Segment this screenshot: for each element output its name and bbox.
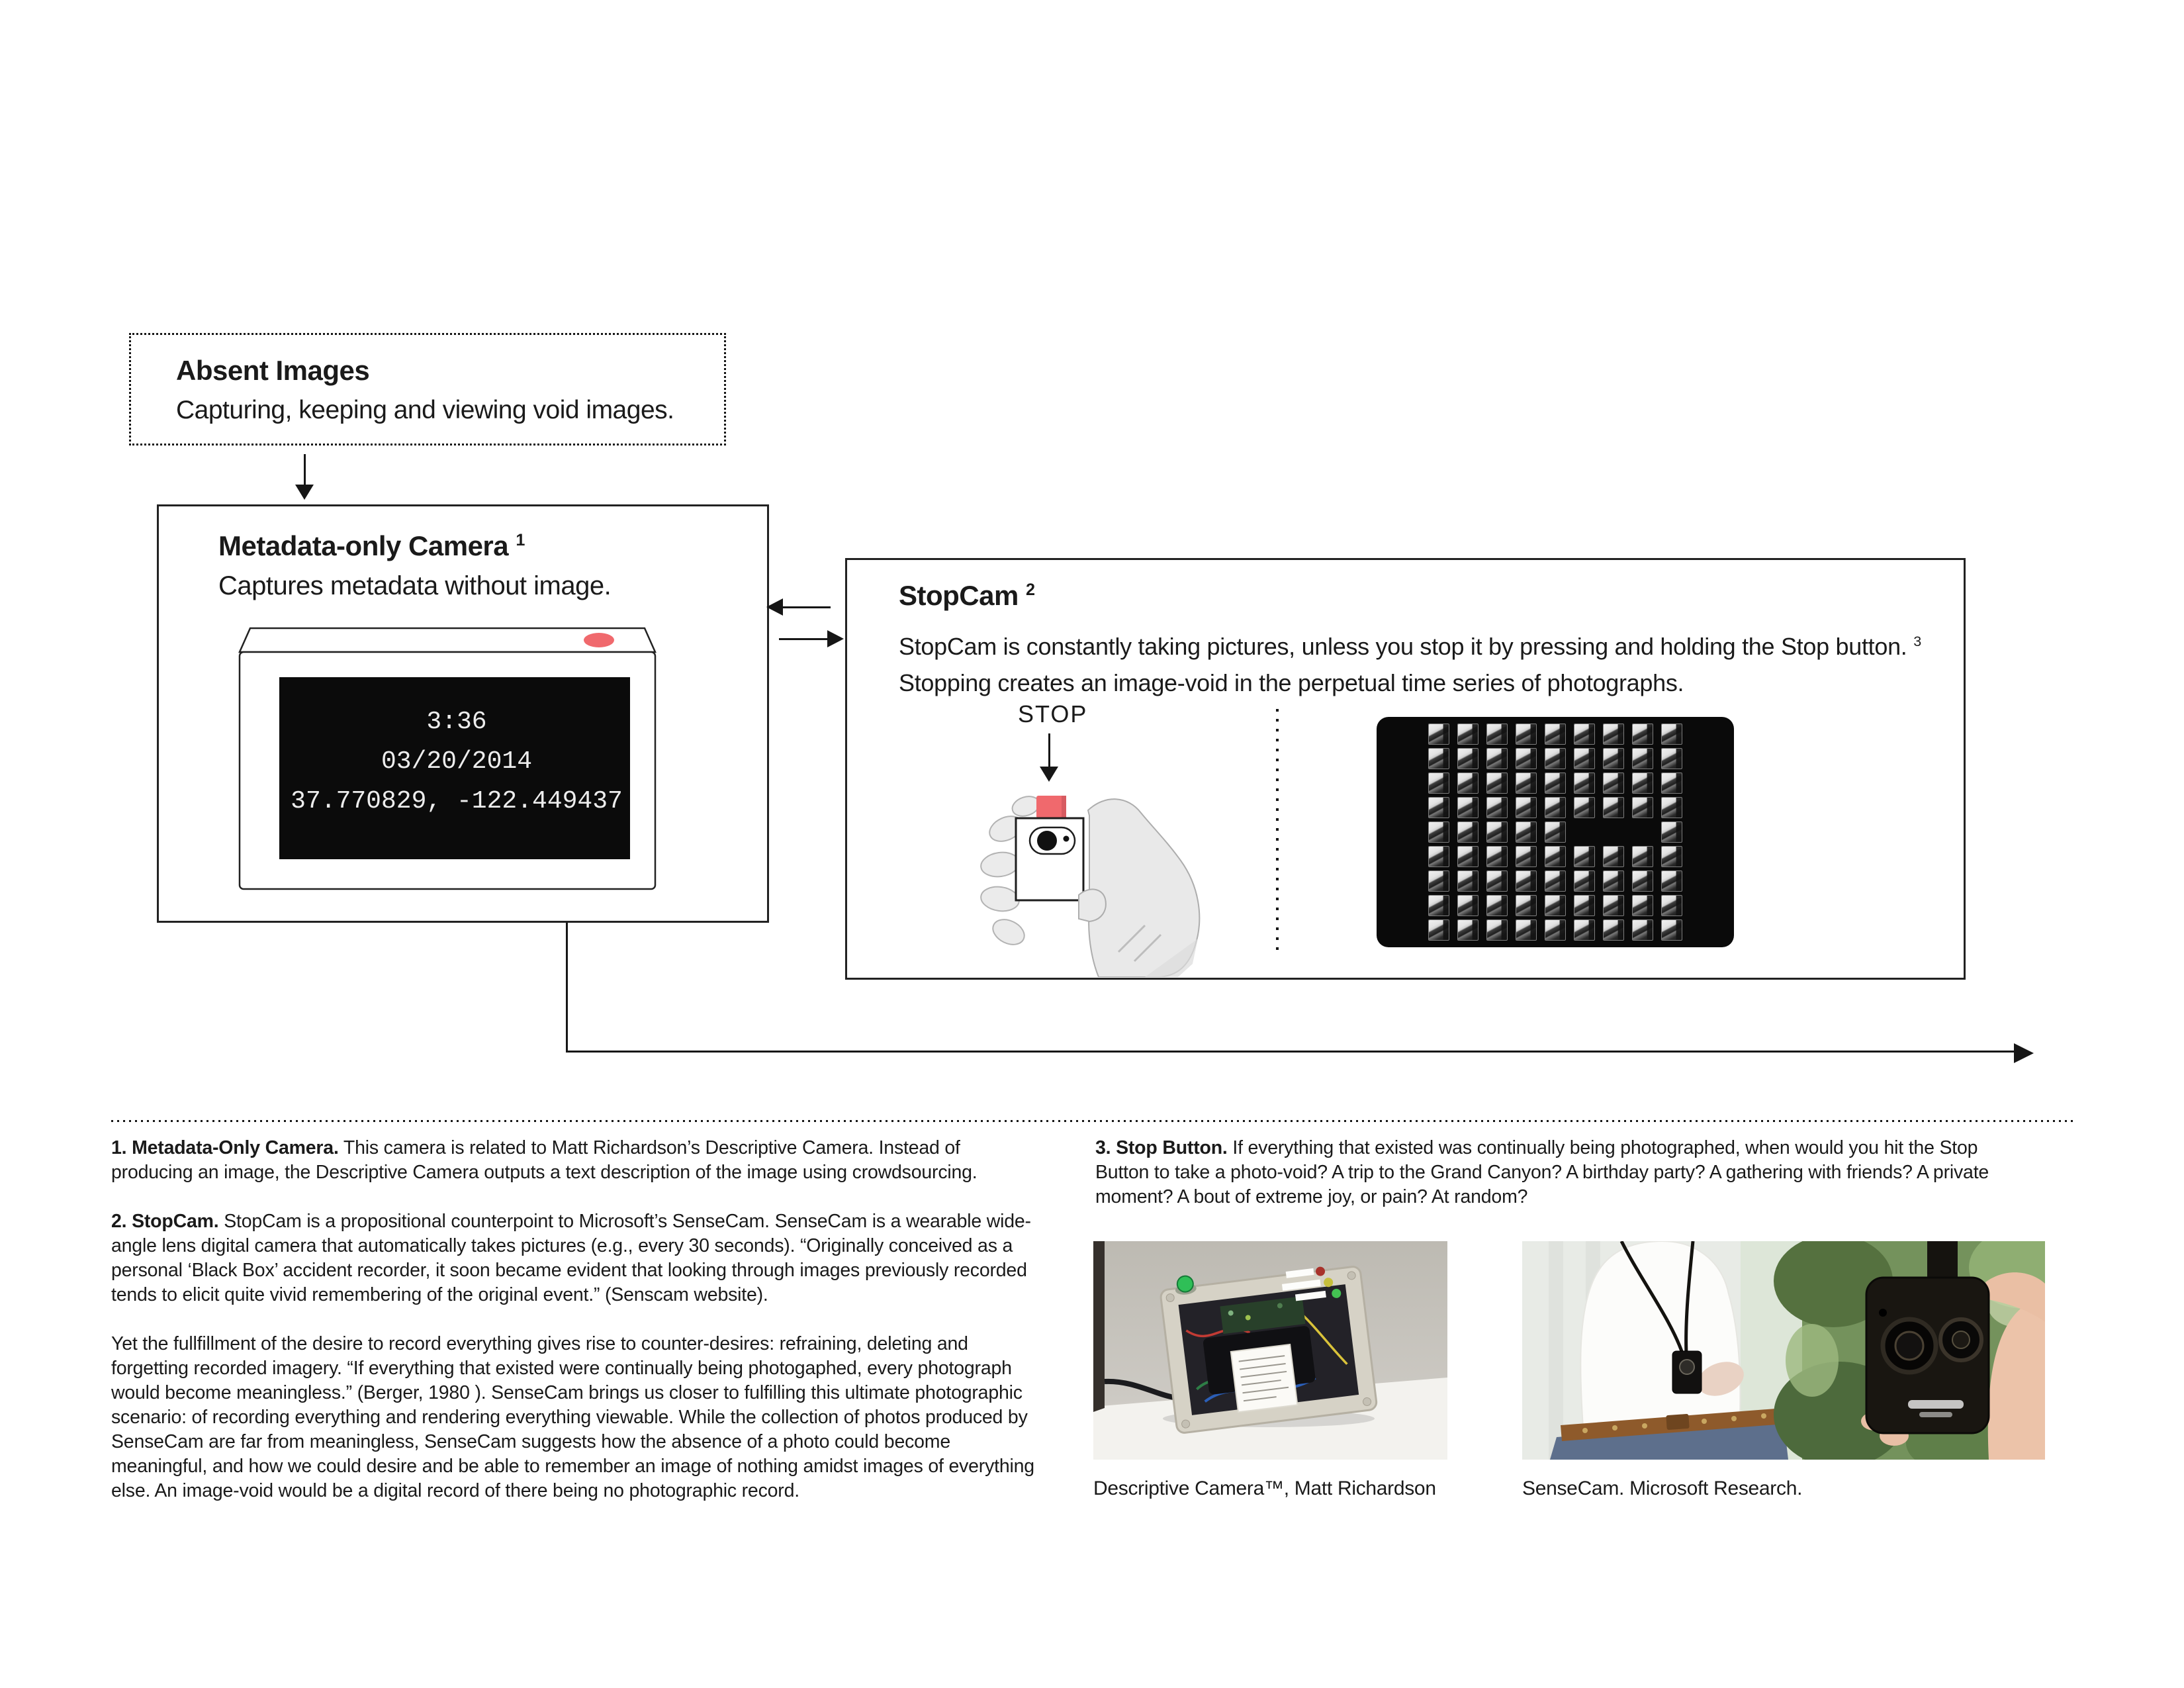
photo-thumbnail	[1545, 896, 1565, 915]
connector-horizontal-line	[566, 1051, 2015, 1053]
photo-thumbnail	[1545, 920, 1565, 940]
photo-thumbnail	[1545, 847, 1565, 867]
photo-thumbnail	[1633, 920, 1653, 940]
absent-images-box	[129, 333, 726, 445]
footnote-separator	[111, 1120, 2073, 1122]
sensecam-closeup-photo	[1774, 1241, 2045, 1460]
photo-thumbnail	[1662, 749, 1682, 769]
photo-thumbnail	[1604, 896, 1623, 915]
photo-thumbnail	[1458, 749, 1478, 769]
footnote-2-continued	[111, 1332, 1043, 1503]
photo-thumbnail	[1545, 773, 1565, 793]
arrow-right-line	[779, 638, 829, 640]
photo-thumbnail	[1662, 871, 1682, 891]
photo-thumbnail	[1633, 749, 1653, 769]
footnote-1	[111, 1136, 1043, 1185]
stopcam-description-part1: StopCam is constantly taking pictures, unless you stop it by pressing and holding the Stop button.	[899, 633, 1907, 660]
arrow-left-line	[781, 606, 831, 608]
photo-thumbnail	[1458, 822, 1478, 842]
photo-thumbnail	[1574, 847, 1594, 867]
photo-thumbnail	[1458, 847, 1478, 867]
arrow-left-icon	[766, 598, 783, 616]
footnote-3-body: If everything that existed was continually being photographed, when would you hit the Stop Button to take a photo-void? A trip to the Grand Canyon? A birthday party? A gathering with friends? A private moment? A bout of extreme joy, or pain? At random?	[1095, 1137, 1989, 1207]
photo-thumbnail	[1487, 847, 1507, 867]
photo-thumbnail	[1604, 871, 1623, 891]
stopcam-title-text: StopCam	[899, 580, 1019, 611]
photo-thumbnail	[1604, 920, 1623, 940]
photo-thumbnail	[1429, 896, 1449, 915]
photo-thumbnail	[1487, 798, 1507, 818]
metadata-camera-box	[157, 504, 769, 923]
photo-thumbnail	[1574, 798, 1594, 818]
dotted-divider-vertical	[1276, 709, 1279, 955]
photo-thumbnail	[1633, 847, 1653, 867]
stopcam-box	[845, 558, 1966, 980]
photo-thumbnail	[1574, 724, 1594, 744]
stop-label: STOP	[1018, 700, 1088, 727]
photo-thumbnail	[1545, 871, 1565, 891]
photo-thumbnail	[1458, 724, 1478, 744]
photo-thumbnail	[1429, 871, 1449, 891]
stopcam-description-part2: Stopping creates an image-void in the perpetual time series of photographs.	[899, 669, 1684, 696]
photo-thumbnail	[1574, 773, 1594, 793]
screen-time: 3:36	[426, 708, 487, 736]
photo-thumbnail	[1458, 920, 1478, 940]
stop-arrow-icon	[1040, 767, 1058, 782]
photo-thumbnail	[1487, 920, 1507, 940]
photo-thumbnail	[1633, 724, 1653, 744]
photo-thumbnail	[1487, 896, 1507, 915]
photo-thumbnail	[1604, 724, 1623, 744]
photo-thumbnail	[1662, 920, 1682, 940]
photo-thumbnail	[1574, 920, 1594, 940]
hand-holding-stopcam-illustration	[979, 786, 1218, 977]
metadata-box-subtitle: Captures metadata without image.	[218, 571, 612, 600]
screen-coordinates: 37.770829, -122.449437	[291, 787, 623, 816]
flow-arrow-icon	[2014, 1043, 2034, 1063]
metadata-box-title	[218, 530, 525, 562]
stopcam-box-title	[899, 580, 1035, 612]
screen-date: 03/20/2014	[381, 747, 533, 776]
photo-thumbnail	[1458, 896, 1478, 915]
sensecam-photo	[1522, 1241, 2045, 1460]
photo-thumbnail	[1545, 749, 1565, 769]
photo-thumbnail	[1604, 798, 1623, 818]
photo-series-panel	[1377, 717, 1734, 947]
photo-thumbnail	[1516, 724, 1536, 744]
photo-thumbnail	[1516, 847, 1536, 867]
photo-thumbnail	[1633, 773, 1653, 793]
stopcam-lens-icon	[1037, 831, 1057, 851]
photo-thumbnail	[1516, 920, 1536, 940]
photo-thumbnail	[1429, 847, 1449, 867]
page-title: Absent Images	[176, 355, 370, 386]
photo-thumbnail	[1662, 896, 1682, 915]
photo-thumbnail	[1516, 822, 1536, 842]
photo-thumbnail	[1516, 896, 1536, 915]
photo-thumbnail	[1487, 724, 1507, 744]
connector-vertical-line	[566, 923, 568, 1053]
photo-thumbnail	[1429, 773, 1449, 793]
photo-thumbnail	[1633, 871, 1653, 891]
photo-thumbnail	[1545, 798, 1565, 818]
photo-thumbnail	[1487, 749, 1507, 769]
stop-button-icon	[1036, 796, 1066, 818]
stopcam-description	[899, 623, 1934, 701]
photo-thumbnail	[1574, 896, 1594, 915]
page-subtitle: Capturing, keeping and viewing void images.	[176, 396, 674, 424]
photo-thumbnail	[1604, 749, 1623, 769]
sensecam-worn-photo	[1522, 1241, 1802, 1460]
footnote-2b-body: Yet the fullfillment of the desire to record everything gives rise to counter-desires: refraining, deleting and forgetting recorded imagery. “If everything that existed were continually being photogaphed, every photograph would become meaningless.” (Berger, 1980 ). SenseCam brings us closer to fulfilling this ultimate photographic scenario: of recording everything and rendering everything viewable. While the collection of photos produced by SenseCam are far from meaningless, SenseCam suggests how the absence of a photo could become meaningful, and how we could desire and be able to remember an image of nothing amidst images of everything else. An image-void would be a digital record of there being no photographic record.	[111, 1333, 1034, 1501]
photo-thumbnail	[1429, 749, 1449, 769]
footnote-2-body: StopCam is a propositional counterpoint to Microsoft’s SenseCam. SenseCam is a wearable wide-angle lens digital camera that automatically takes pictures (e.g., every 30 seconds). “Originally conceived as a personal ‘Black Box’ accident recorder, it soon became evident that looking through images previously recorded tends to elicit quite vivid remembering of the original event.” (Senscam website).	[111, 1211, 1031, 1305]
figure-caption-sensecam: SenseCam. Microsoft Research.	[1522, 1477, 1803, 1499]
photo-thumbnail	[1662, 724, 1682, 744]
photo-thumbnail	[1662, 847, 1682, 867]
photo-thumbnail	[1545, 724, 1565, 744]
photo-thumbnail	[1662, 822, 1682, 842]
photo-thumbnail	[1633, 798, 1653, 818]
photo-grid	[1377, 717, 1734, 947]
stop-arrow-line	[1048, 733, 1050, 768]
footnote-2	[111, 1209, 1043, 1307]
photo-thumbnail	[1633, 896, 1653, 915]
photo-thumbnail	[1429, 724, 1449, 744]
footnote-3-lead: 3. Stop Button.	[1095, 1137, 1228, 1158]
photo-thumbnail	[1487, 822, 1507, 842]
photo-thumbnail	[1429, 822, 1449, 842]
footnote-3	[1095, 1136, 2030, 1209]
record-dot-icon	[584, 633, 614, 647]
footnote-2-lead: 2. StopCam.	[111, 1211, 219, 1232]
arrow-down-icon	[295, 485, 314, 500]
photo-thumbnail	[1574, 871, 1594, 891]
footnote-ref-2: 2	[1026, 581, 1035, 599]
photo-thumbnail	[1604, 773, 1623, 793]
footnote-ref-1: 1	[516, 531, 525, 549]
footnotes-left-column	[111, 1136, 1043, 1503]
footnote-ref-3-inline: 3	[1913, 633, 1921, 649]
photo-thumbnail	[1458, 798, 1478, 818]
photo-thumbnail	[1458, 871, 1478, 891]
metadata-title-text: Metadata-only Camera	[218, 530, 509, 561]
photo-thumbnail	[1429, 920, 1449, 940]
photo-thumbnail	[1545, 822, 1565, 842]
footnote-1-body: This camera is related to Matt Richardson’s Descriptive Camera. Instead of producing an image, the Descriptive Camera outputs a text description of the image using crowdsourcing.	[111, 1137, 978, 1183]
photo-thumbnail	[1604, 847, 1623, 867]
camera-screen-readout	[281, 702, 632, 821]
photo-thumbnail	[1516, 798, 1536, 818]
photo-thumbnail	[1429, 798, 1449, 818]
photo-thumbnail	[1662, 798, 1682, 818]
photo-thumbnail	[1574, 749, 1594, 769]
photo-thumbnail	[1516, 773, 1536, 793]
arrow-right-icon	[827, 630, 844, 647]
footnotes-right-column	[1095, 1136, 2030, 1209]
figure-caption-descriptive-camera: Descriptive Camera™, Matt Richardson	[1093, 1477, 1436, 1499]
photo-thumbnail	[1516, 749, 1536, 769]
photo-thumbnail	[1458, 773, 1478, 793]
photo-thumbnail	[1487, 773, 1507, 793]
photo-thumbnail	[1516, 871, 1536, 891]
descriptive-camera-photo	[1093, 1241, 1447, 1460]
footnote-1-lead: 1. Metadata-Only Camera.	[111, 1137, 339, 1158]
photo-thumbnail	[1662, 773, 1682, 793]
photo-thumbnail	[1487, 871, 1507, 891]
arrow-down-line	[304, 454, 306, 486]
stopcam-sensor-dot	[1064, 836, 1069, 842]
